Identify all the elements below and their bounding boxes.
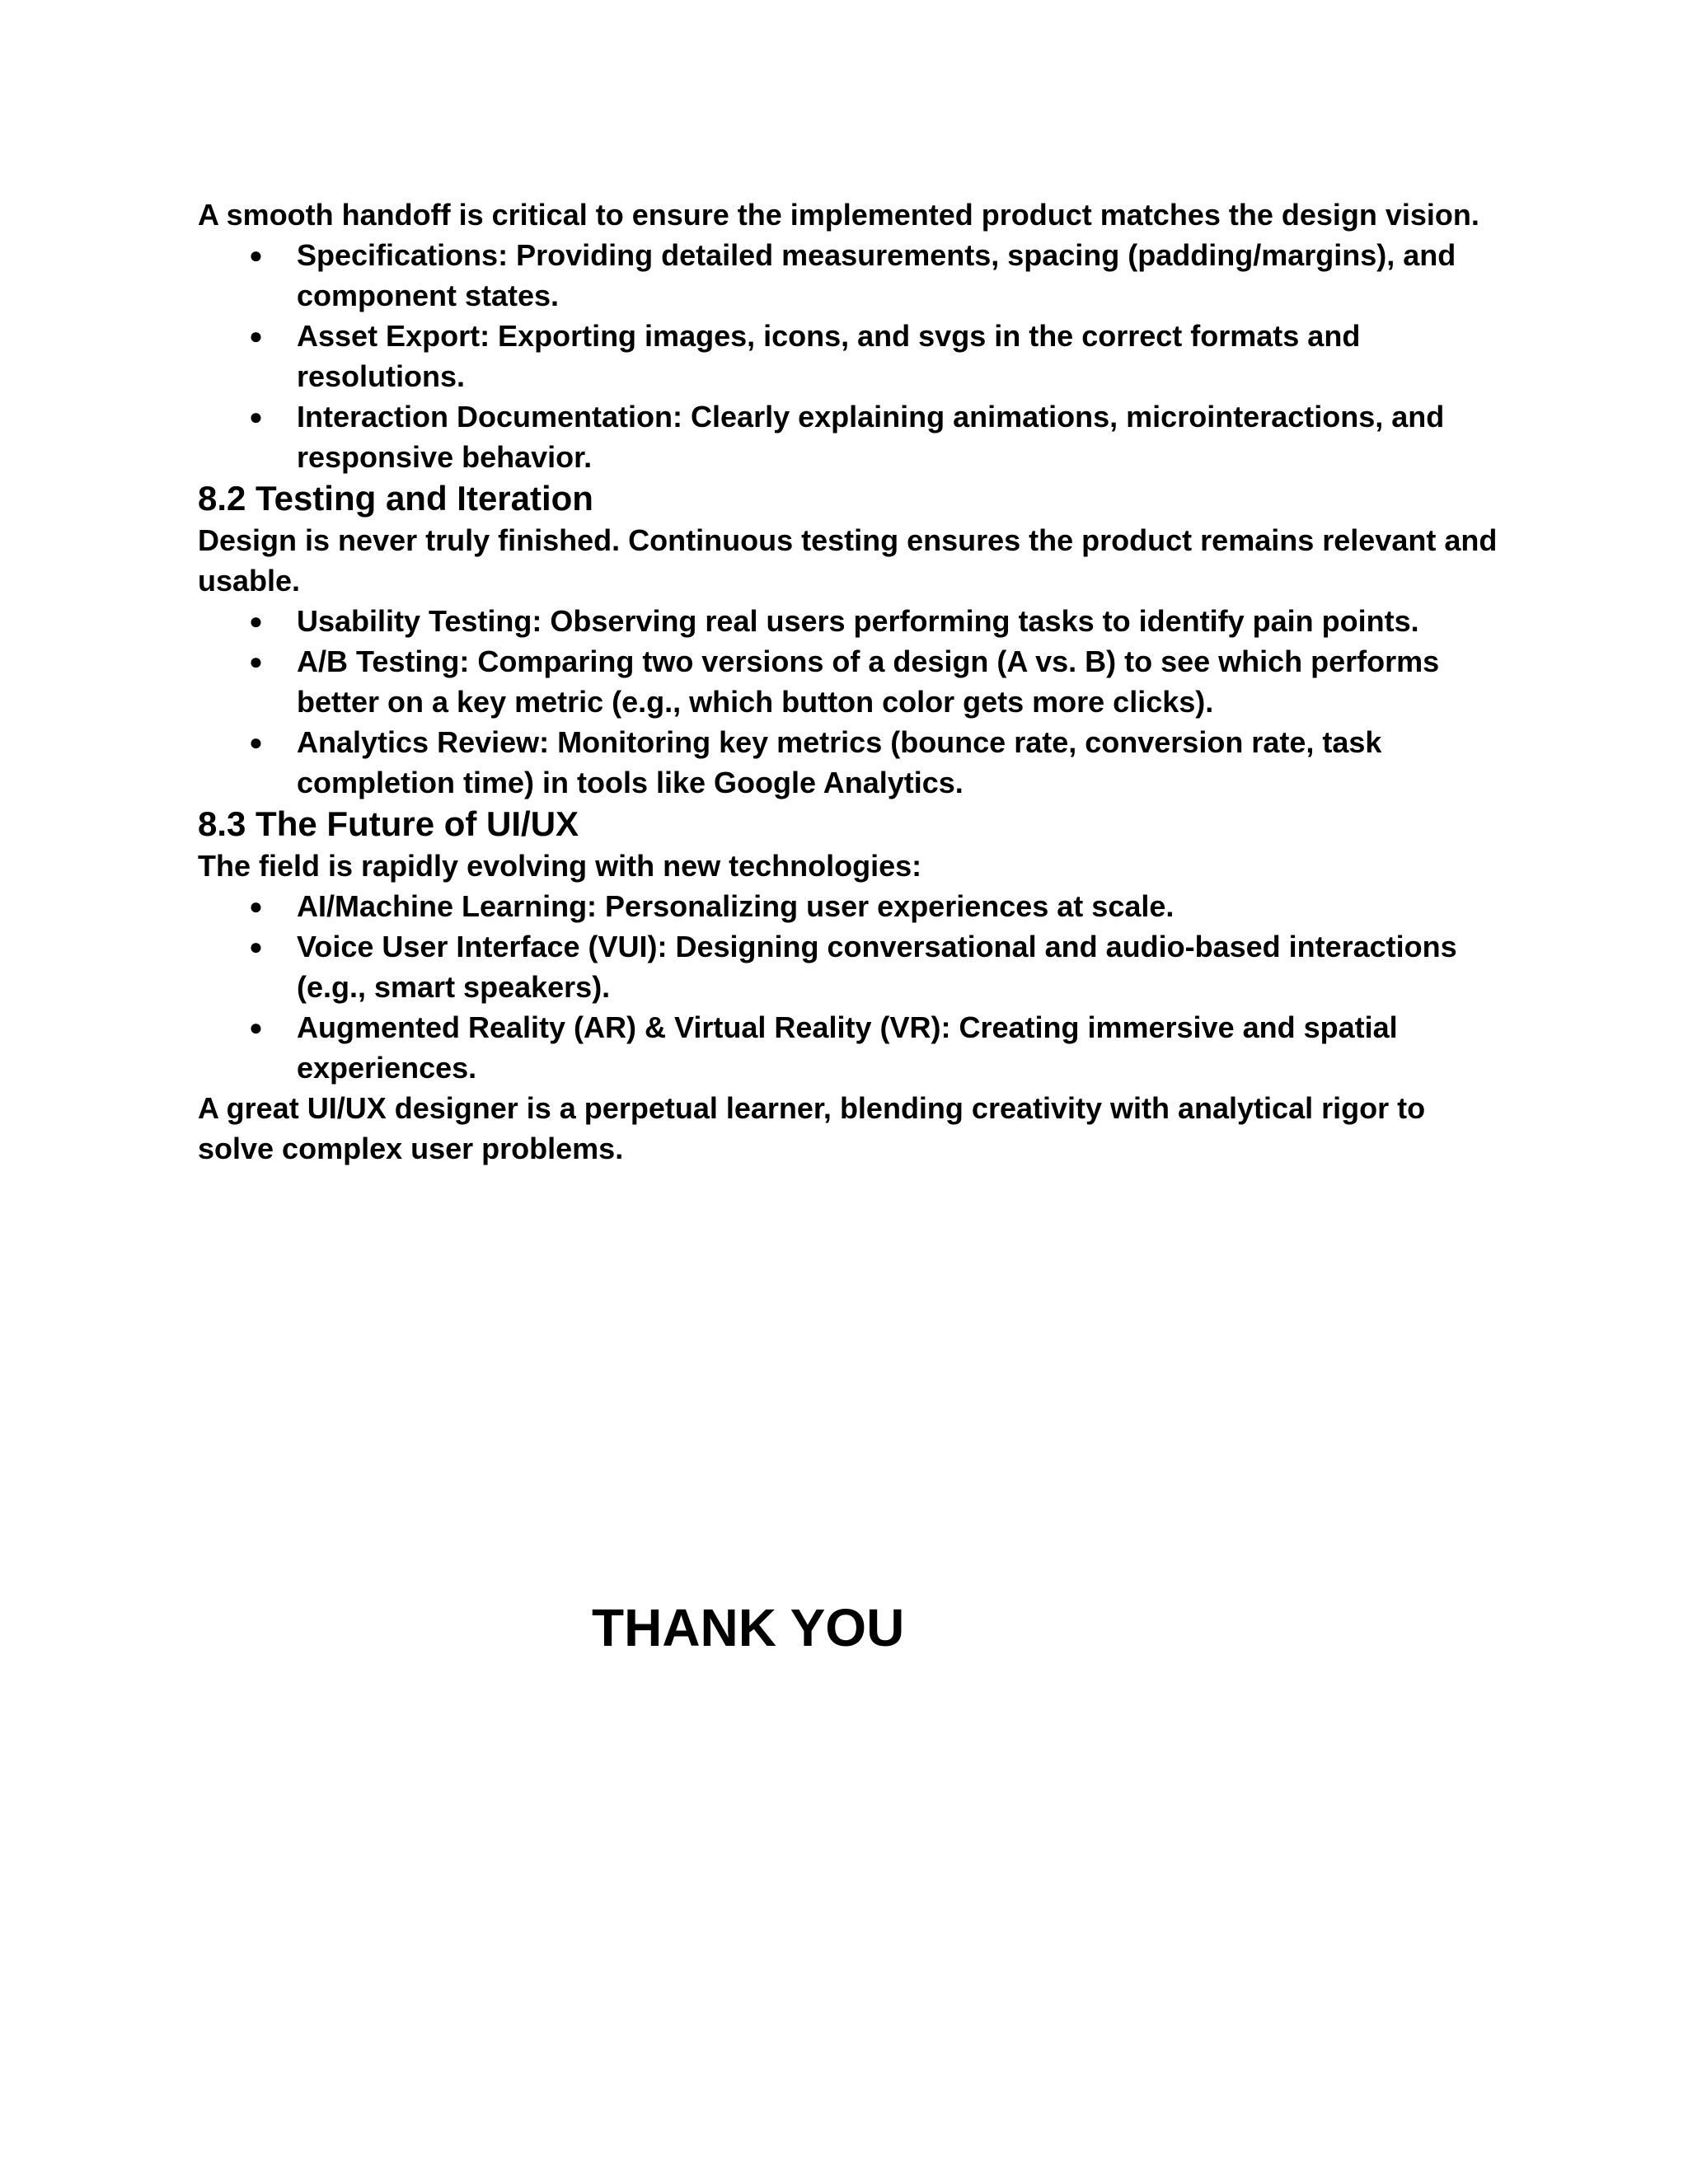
bullet-icon: ●	[249, 934, 263, 959]
bullet-icon: ●	[249, 893, 263, 919]
closing-paragraph: A great UI/UX designer is a perpetual learner, blending creativity with analytical rigor to solve complex user problems.	[198, 1091, 1426, 1165]
list-item	[198, 886, 1500, 926]
testing-bullet-list	[198, 601, 1500, 803]
list-item-text: Usability Testing: Observing real users performing tasks to identify pain points.	[297, 604, 1419, 638]
section-heading-testing: 8.2 Testing and Iteration	[198, 479, 593, 518]
list-item-text: AI/Machine Learning: Personalizing user experiences at scale.	[297, 889, 1175, 923]
list-item	[198, 235, 1500, 316]
list-item	[198, 722, 1500, 803]
list-item-text: A/B Testing: Comparing two versions of a design (A vs. B) to see which performs better on a key metric (e.g., which button color gets more clicks).	[297, 644, 1440, 719]
bullet-icon: ●	[249, 608, 263, 634]
handoff-bullet-list	[198, 235, 1500, 477]
bullet-icon: ●	[249, 242, 263, 268]
bullet-icon: ●	[249, 323, 263, 349]
list-item-text: Interaction Documentation: Clearly explaining animations, microinteractions, and responsive behavior.	[297, 400, 1445, 474]
list-item	[198, 641, 1500, 722]
handoff-intro-paragraph: A smooth handoff is critical to ensure the implemented product matches the design vision.	[198, 198, 1479, 232]
list-item-text: Analytics Review: Monitoring key metrics (bounce rate, conversion rate, task completion time) in tools like Google Analytics.	[297, 725, 1382, 799]
testing-intro-paragraph: Design is never truly finished. Continuous testing ensures the product remains relevant and usable.	[198, 523, 1498, 598]
bullet-icon: ●	[249, 404, 263, 429]
list-item	[198, 316, 1500, 396]
bullet-icon: ●	[249, 1015, 263, 1040]
list-item-text: Asset Export: Exporting images, icons, and svgs in the correct formats and resolutions.	[297, 319, 1361, 393]
list-item	[198, 601, 1500, 641]
document-content	[198, 194, 1500, 1169]
bullet-icon: ●	[249, 729, 263, 755]
section-heading-future: 8.3 The Future of UI/UX	[198, 804, 579, 843]
list-item	[198, 926, 1500, 1007]
thank-you-title: THANK YOU	[592, 1598, 905, 1657]
list-item-text: Specifications: Providing detailed measurements, spacing (padding/margins), and component states.	[297, 238, 1456, 312]
bullet-icon: ●	[249, 649, 263, 674]
list-item	[198, 396, 1500, 477]
future-intro-paragraph: The field is rapidly evolving with new technologies:	[198, 849, 922, 883]
future-bullet-list	[198, 886, 1500, 1088]
list-item	[198, 1007, 1500, 1088]
list-item-text: Augmented Reality (AR) & Virtual Reality (VR): Creating immersive and spatial experiences.	[297, 1010, 1398, 1085]
list-item-text: Voice User Interface (VUI): Designing conversational and audio-based interactions (e.g., smart speakers).	[297, 930, 1457, 1004]
